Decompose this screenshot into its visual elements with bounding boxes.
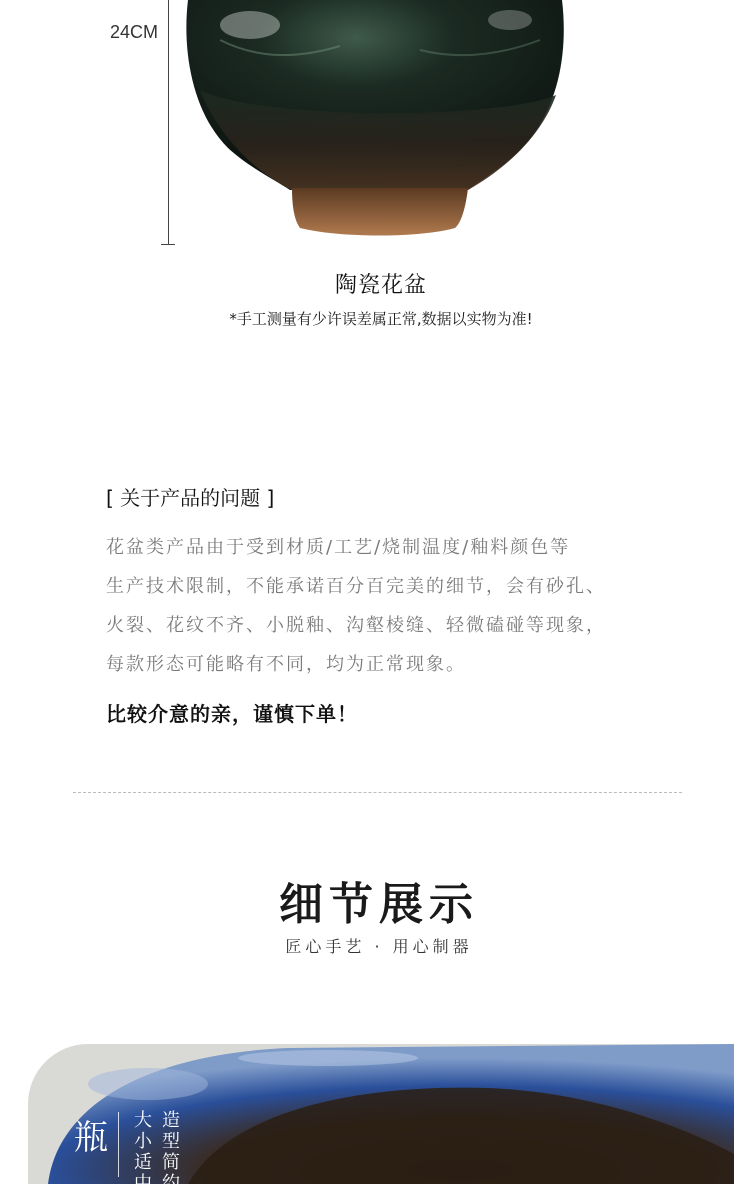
- product-note: *手工测量有少许误差属正常,数据以实物为准!: [229, 310, 533, 328]
- faq-emphasis: 比较介意的亲，谨慎下单！: [106, 702, 358, 726]
- faq-line: 每款形态可能略有不同，均为正常现象。: [106, 654, 466, 675]
- dimension-label: 24CM: [110, 22, 159, 42]
- product-name: 陶瓷花盆: [334, 273, 427, 298]
- faq-title: [ 关于产品的问题 ]: [106, 486, 275, 510]
- banner-separator: [118, 1112, 119, 1177]
- faq-line: 火裂、花纹不齐、小脱釉、沟壑棱缝、轻微磕碰等现象，: [106, 615, 606, 636]
- banner-column-1: 大小适中: [134, 1110, 152, 1194]
- dimension-line: [168, 0, 169, 244]
- banner-column-2: 造型简约: [162, 1110, 180, 1194]
- banner-big-char: 瓶: [74, 1118, 108, 1158]
- faq-line: 花盆类产品由于受到材质/工艺/烧制温度/釉料颜色等: [106, 537, 571, 558]
- dimension-tick: [161, 244, 175, 245]
- detail-title: 细节展示: [279, 879, 479, 930]
- faq-line: 生产技术限制，不能承诺百分百完美的细节，会有砂孔、: [106, 576, 606, 597]
- detail-subtitle: 匠心手艺 · 用心制器: [285, 937, 473, 956]
- section-divider: [73, 792, 682, 793]
